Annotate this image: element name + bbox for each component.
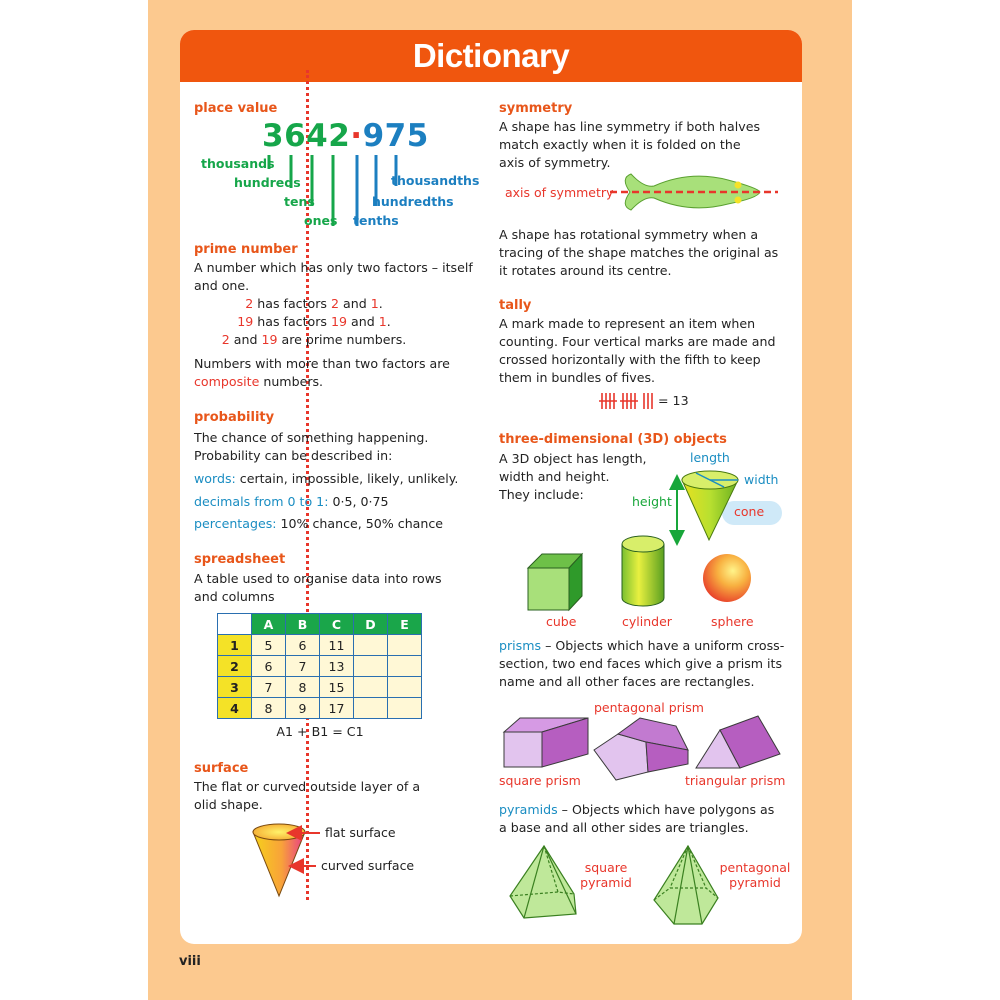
curved-surface-label: curved surface [321, 858, 415, 873]
column-header: E [388, 614, 422, 635]
table-cell: 5 [252, 635, 286, 656]
number: 19 [331, 314, 348, 329]
square-pyramid-shape [510, 846, 576, 918]
table-cell: 17 [320, 698, 354, 719]
text-line [499, 801, 774, 819]
row-header: 3 [218, 677, 252, 698]
text: . [386, 314, 391, 329]
table-cell: 8 [252, 698, 286, 719]
text-line: olid shape. [194, 797, 263, 812]
rotational-symmetry-definition [499, 226, 778, 280]
label: words: [194, 471, 236, 486]
text: and [229, 332, 262, 347]
height-label: height [632, 494, 672, 509]
text-line: width and height. [499, 469, 610, 484]
label-hundredths: hundredths [372, 194, 454, 209]
text: and [347, 314, 379, 329]
text-line: them in bundles of fives. [499, 370, 656, 385]
three-d-definition [499, 450, 647, 504]
text-line: Numbers with more than two factors are [194, 356, 450, 371]
column-header: A [252, 614, 286, 635]
text: numbers. [259, 374, 324, 389]
text: has factors [253, 296, 331, 311]
label-tens: tens [284, 194, 315, 209]
column-header: D [354, 614, 388, 635]
pentagonal-prism-shape [594, 718, 688, 780]
three-d-heading: three-dimensional (3D) objects [499, 432, 727, 447]
text-line: a base and all other sides are triangles. [499, 820, 749, 835]
text-line: The chance of something happening. [194, 430, 429, 445]
text-line: section, two end faces which give a prism its [499, 656, 783, 671]
length-label: length [690, 450, 730, 465]
cone-label: cone [734, 504, 765, 519]
label-line: square [584, 860, 628, 875]
number: 19 [261, 332, 278, 347]
triangular-prism-label: triangular prism [685, 773, 786, 788]
symmetry-definition [499, 118, 760, 172]
text-line: match exactly when it is folded on the [499, 137, 741, 152]
cylinder-label: cylinder [622, 614, 672, 629]
page-number: viii [179, 954, 201, 969]
label-tenths: tenths [353, 213, 399, 228]
label-thousandths: thousandths [391, 173, 480, 188]
cube-shape [528, 554, 582, 610]
number: 1 [370, 296, 379, 311]
text: has factors [253, 314, 331, 329]
tally-definition [499, 315, 775, 387]
decimal-point: · [350, 118, 363, 154]
number: 1 [378, 314, 387, 329]
text-line: name and all other faces are rectangles. [499, 674, 755, 689]
pentagonal-prism-label: pentagonal prism [594, 700, 704, 715]
label-thousands: thousands [201, 156, 275, 171]
sphere-shape [703, 554, 751, 602]
label-line: pentagonal [719, 860, 791, 875]
flat-surface-label: flat surface [325, 825, 396, 840]
text: . [378, 296, 383, 311]
text-line: A 3D object has length, [499, 451, 647, 466]
pentagonal-pyramid-shape [654, 846, 718, 924]
fish-diagram [610, 172, 780, 212]
text-line: The flat or curved outside layer of a [194, 779, 421, 794]
prism-shapes [498, 712, 798, 782]
table-cell: 8 [286, 677, 320, 698]
text: – Objects which have polygons as [557, 802, 775, 817]
text-line: They include: [499, 487, 584, 502]
tally-result: = 13 [658, 393, 689, 408]
width-label: width [744, 472, 779, 487]
text-line: A shape has rotational symmetry when a [499, 227, 759, 242]
number: 2 [221, 332, 230, 347]
square-pyramid-label [580, 860, 632, 890]
square-prism-shape [504, 718, 588, 767]
place-value-decimal: 975 [362, 118, 429, 154]
spreadsheet-heading: spreadsheet [194, 552, 286, 567]
probability-heading: probability [194, 410, 275, 425]
text-line: A number which has only two factors – itself [194, 260, 473, 275]
text-line: tracing of the shape matches the original as [499, 245, 779, 260]
place-value-heading: place value [194, 101, 278, 116]
text-line: crossed horizontally with the fifth to keep [499, 352, 761, 367]
prime-number-heading: prime number [194, 242, 298, 257]
column-header: C [320, 614, 354, 635]
text: – Objects which have a uniform cross- [541, 638, 785, 653]
text-line: it rotates around its centre. [499, 263, 672, 278]
label-line: pyramid [729, 875, 781, 890]
symmetry-heading: symmetry [499, 101, 573, 116]
text-line: axis of symmetry. [499, 155, 611, 170]
table-cell: 9 [286, 698, 320, 719]
row-header: 4 [218, 698, 252, 719]
solid-shapes [520, 530, 800, 610]
text-line: and columns [194, 589, 275, 604]
text-line: A table used to organise data into rows [194, 571, 442, 586]
cube-label: cube [546, 614, 577, 629]
table-cell: 11 [320, 635, 354, 656]
text-line: Probability can be described in: [194, 448, 393, 463]
square-prism-label: square prism [499, 773, 581, 788]
label-ones: ones [304, 213, 338, 228]
number: 2 [245, 296, 254, 311]
table-cell: 6 [252, 656, 286, 677]
pyramids-definition [499, 801, 774, 837]
text: certain, impossible, likely, unlikely. [235, 471, 459, 486]
row-header: 2 [218, 656, 252, 677]
text: 10% chance, 50% chance [276, 516, 444, 531]
table-cell: 15 [320, 677, 354, 698]
label: decimals from 0 to 1: [194, 494, 329, 509]
text-line: A mark made to represent an item when [499, 316, 756, 331]
text: 0·5, 0·75 [328, 494, 389, 509]
table-cell: 6 [286, 635, 320, 656]
sphere-label: sphere [711, 614, 754, 629]
pyramids-term: pyramids [499, 802, 558, 817]
table-cell: 7 [286, 656, 320, 677]
text: are prime numbers. [277, 332, 407, 347]
spreadsheet-formula: A1 + B1 = C1 [276, 724, 364, 739]
number: 19 [237, 314, 254, 329]
prisms-definition [499, 637, 784, 691]
table-cell: 7 [252, 677, 286, 698]
text-line: counting. Four vertical marks are made and [499, 334, 776, 349]
triangular-prism-shape [696, 716, 780, 768]
label-line: pyramid [580, 875, 632, 890]
number: 2 [331, 296, 340, 311]
column-header: B [286, 614, 320, 635]
axis-of-symmetry-label: axis of symmetry [505, 185, 614, 200]
place-value-whole: 3642 [262, 118, 351, 154]
text-line: A shape has line symmetry if both halves [499, 119, 761, 134]
prisms-term: prisms [499, 638, 542, 653]
text: and [339, 296, 371, 311]
composite-term: composite [194, 374, 260, 389]
page-title: Dictionary [412, 37, 570, 74]
cylinder-shape [622, 536, 664, 606]
label-hundreds: hundreds [234, 175, 301, 190]
table-cell: 13 [320, 656, 354, 677]
tally-marks [600, 390, 660, 412]
tally-heading: tally [499, 298, 532, 313]
label: percentages: [194, 516, 277, 531]
row-header: 1 [218, 635, 252, 656]
text-line: and one. [194, 278, 250, 293]
text-line [499, 637, 784, 655]
pentagonal-pyramid-label [716, 860, 794, 890]
surface-heading: surface [194, 761, 249, 776]
